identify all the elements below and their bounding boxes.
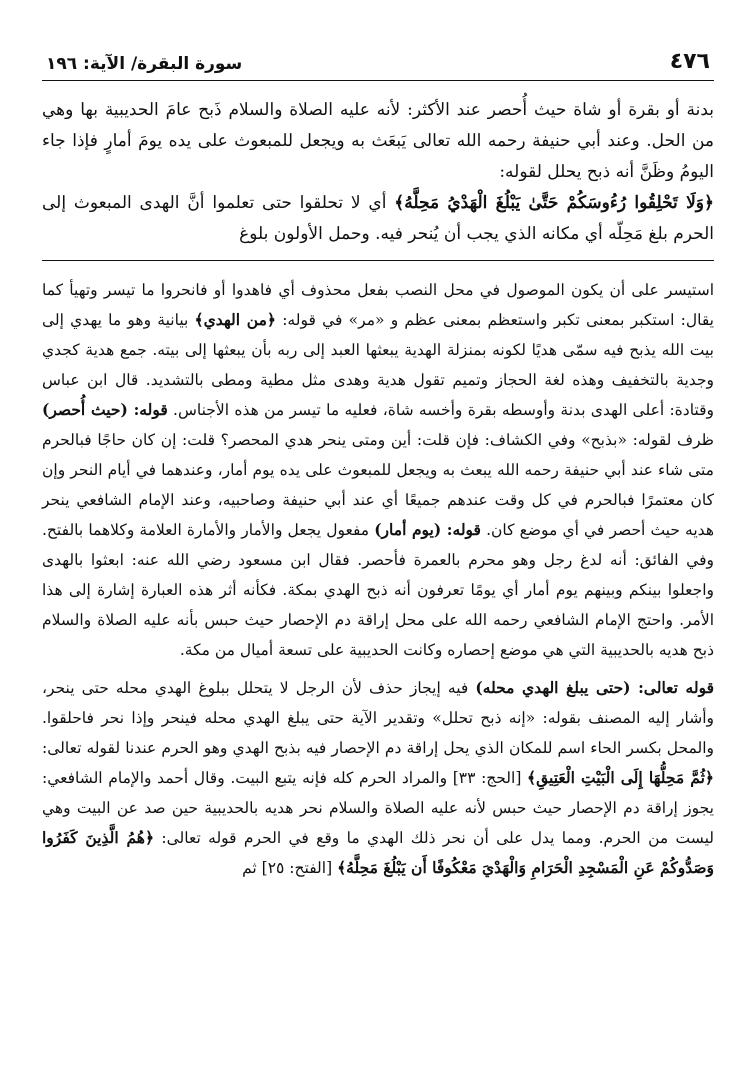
commentary-text: فيه إيجاز حذف لأن الرجل لا يتحلل ببلوغ الهدي محله حتى ينحر، وأشار إليه المصنف بقوله: «إنه ذبح تحلل» وتقدير الآية حتى يبلغ الهدي محله فينحر وإذا نحر فاحلقوا. والمحل بكسر الحاء اسم للمكان الذي يحل إراقة دم الإحصار فيه بذبح الهدي وهو الحرم عندنا لقوله تعالى: bbox=[42, 679, 714, 757]
main-paragraph-2-text: أي لا تحلقوا حتى تعلموا أنَّ الهدى المبعوث إلى الحرم بلغ مَحِلّه أي مكانه الذي يجب أن يُنحر فيه. وحمل الأولون بلوغ bbox=[42, 193, 714, 244]
main-paragraph-1: بدنة أو بقرة أو شاة حيث أُحصر عند الأكثر: لأنه عليه الصلاة والسلام ذَبح عامَ الحديبية بها وهي من الحل. وعند أبي حنيفة رحمه الله تعالى يَبعَث به ويجعل للمبعوث على يده يومَ أمارٍ فإذا جاء اليومُ وظَنَّ أنه ذبح يحلل لقوله: bbox=[42, 100, 714, 182]
quran-quote: ﴿ثُمَّ مَحِلُّهَا إِلَى الْبَيْتِ الْعَتِيقِ﴾ bbox=[527, 768, 714, 787]
commentary bbox=[42, 275, 714, 883]
running-title: سورة البقرة/ الآية: ١٩٦ bbox=[46, 54, 243, 74]
page-number: ٤٧٦ bbox=[669, 49, 710, 74]
commentary-text: ظرف لقوله: «بذبح» وفي الكشاف: فإن قلت: أين ومتى ينحر هدي المحصر؟ قلت: إن كان حاجًا فبالحرم متى شاء عند أبي حنيفة رحمه الله يبعث به ويجعل للمبعوث على يده يوم أمار، وعندهما في أيام النحر وإن كان معتمرًا فبالحرم في كل وقت عندهم جميعًا أي عند أبي حنيفة وصاحبيه، وعند الإمام الشافعي ينحر هديه حيث أحصر في أي موضع كان. bbox=[42, 431, 714, 539]
main-paragraph-2 bbox=[42, 188, 714, 250]
quran-quote: ﴿هُمُ الَّذِينَ كَفَرُوا وَصَدُّوكُمْ عَنِ الْمَسْجِدِ الْحَرَامِ وَالْهَدْيَ مَعْكُوفًا أَن يَبْلُغَ مَحِلَّهُ﴾ bbox=[42, 828, 714, 877]
page-header bbox=[42, 40, 714, 81]
commentary-paragraph-1 bbox=[42, 275, 714, 665]
book-page bbox=[42, 40, 714, 1084]
main-text bbox=[42, 95, 714, 250]
commentary-text: بيانية وهو ما يهدي إلى بيت الله يذبح فيه سمّى هديًا لكونه بمنزلة الهدية يبعثها العبد إلى ربه بأن يبعثها إلى بيته. جمع هدية كجدي وجدية بالتخفيف وهذه لغة الحجاز وتميم تقول هدية وهدى مثل مطية ومطى بالتشديد. قال ابن عباس وقتادة: أعلى الهدى بدنة وأوسطه بقرة وأخسه شاة، فعليه ما تيسر من هذه الأجناس. bbox=[42, 311, 714, 419]
quran-verse: ﴿وَلَا تَحْلِقُوا رُءُوسَكُمْ حَتَّىٰ يَبْلُغَ الْهَدْيُ مَحِلَّهُ﴾ bbox=[394, 193, 714, 213]
commentary-paragraph-2 bbox=[42, 673, 714, 883]
lemma-heading: قوله: (حيث أُحصر) bbox=[42, 400, 168, 419]
section-divider bbox=[42, 260, 714, 261]
quran-quote: ﴿من الهدي﴾ bbox=[194, 310, 276, 329]
lemma-heading: قوله تعالى: (حتى يبلغ الهدي محله) bbox=[475, 678, 714, 697]
commentary-text: استيسر على أن يكون الموصول في محل النصب بفعل محذوف أي فاهدوا أو فانحروا ما تيسر وتهيأ كما يقال: استكبر بمعنى تكبر واستعظم بمعنى عظم و «مر» في قوله: bbox=[42, 281, 714, 329]
lemma-heading: قوله: (يوم أمار) bbox=[374, 520, 481, 539]
commentary-text: [الفتح: ٢٥] ثم bbox=[242, 859, 338, 877]
commentary-text: مفعول يجعل والأمار والأمارة العلامة وكلاهما بالفتح. وفي الفائق: أنه لدغ رجل وهو محرم بالعمرة فأحصر. فقال ابن مسعود رضي الله عنه: ابعثوا بالهدى واجعلوا بينكم وبينهم يوم أمار أي يومًا تعرفون أنه ذبح الهدي بمكة. فكأنه أثر هذه العبارة إشارة إلى هذا الأمر. واحتج الإمام الشافعي رحمه الله على محل إراقة دم الإحصار حيث حبس بأنه عليه الصلاة والسلام ذبح هديه بالحديبية التي هي موضع إحصاره وكانت الحديبية على تسعة أميال من مكة. bbox=[42, 521, 714, 659]
commentary-text: [الحج: ٣٣] والمراد الحرم كله فإنه يتبع البيت. وقال أحمد والإمام الشافعي: يجوز إراقة دم الإحصار حيث حبس لأنه عليه الصلاة والسلام نحر هديه بالحديبية حين صد عن البيت وهي ليست من الحرم. ومما يدل على أن نحر ذلك الهدي ما وقع في الحرم قوله تعالى: bbox=[42, 769, 714, 847]
